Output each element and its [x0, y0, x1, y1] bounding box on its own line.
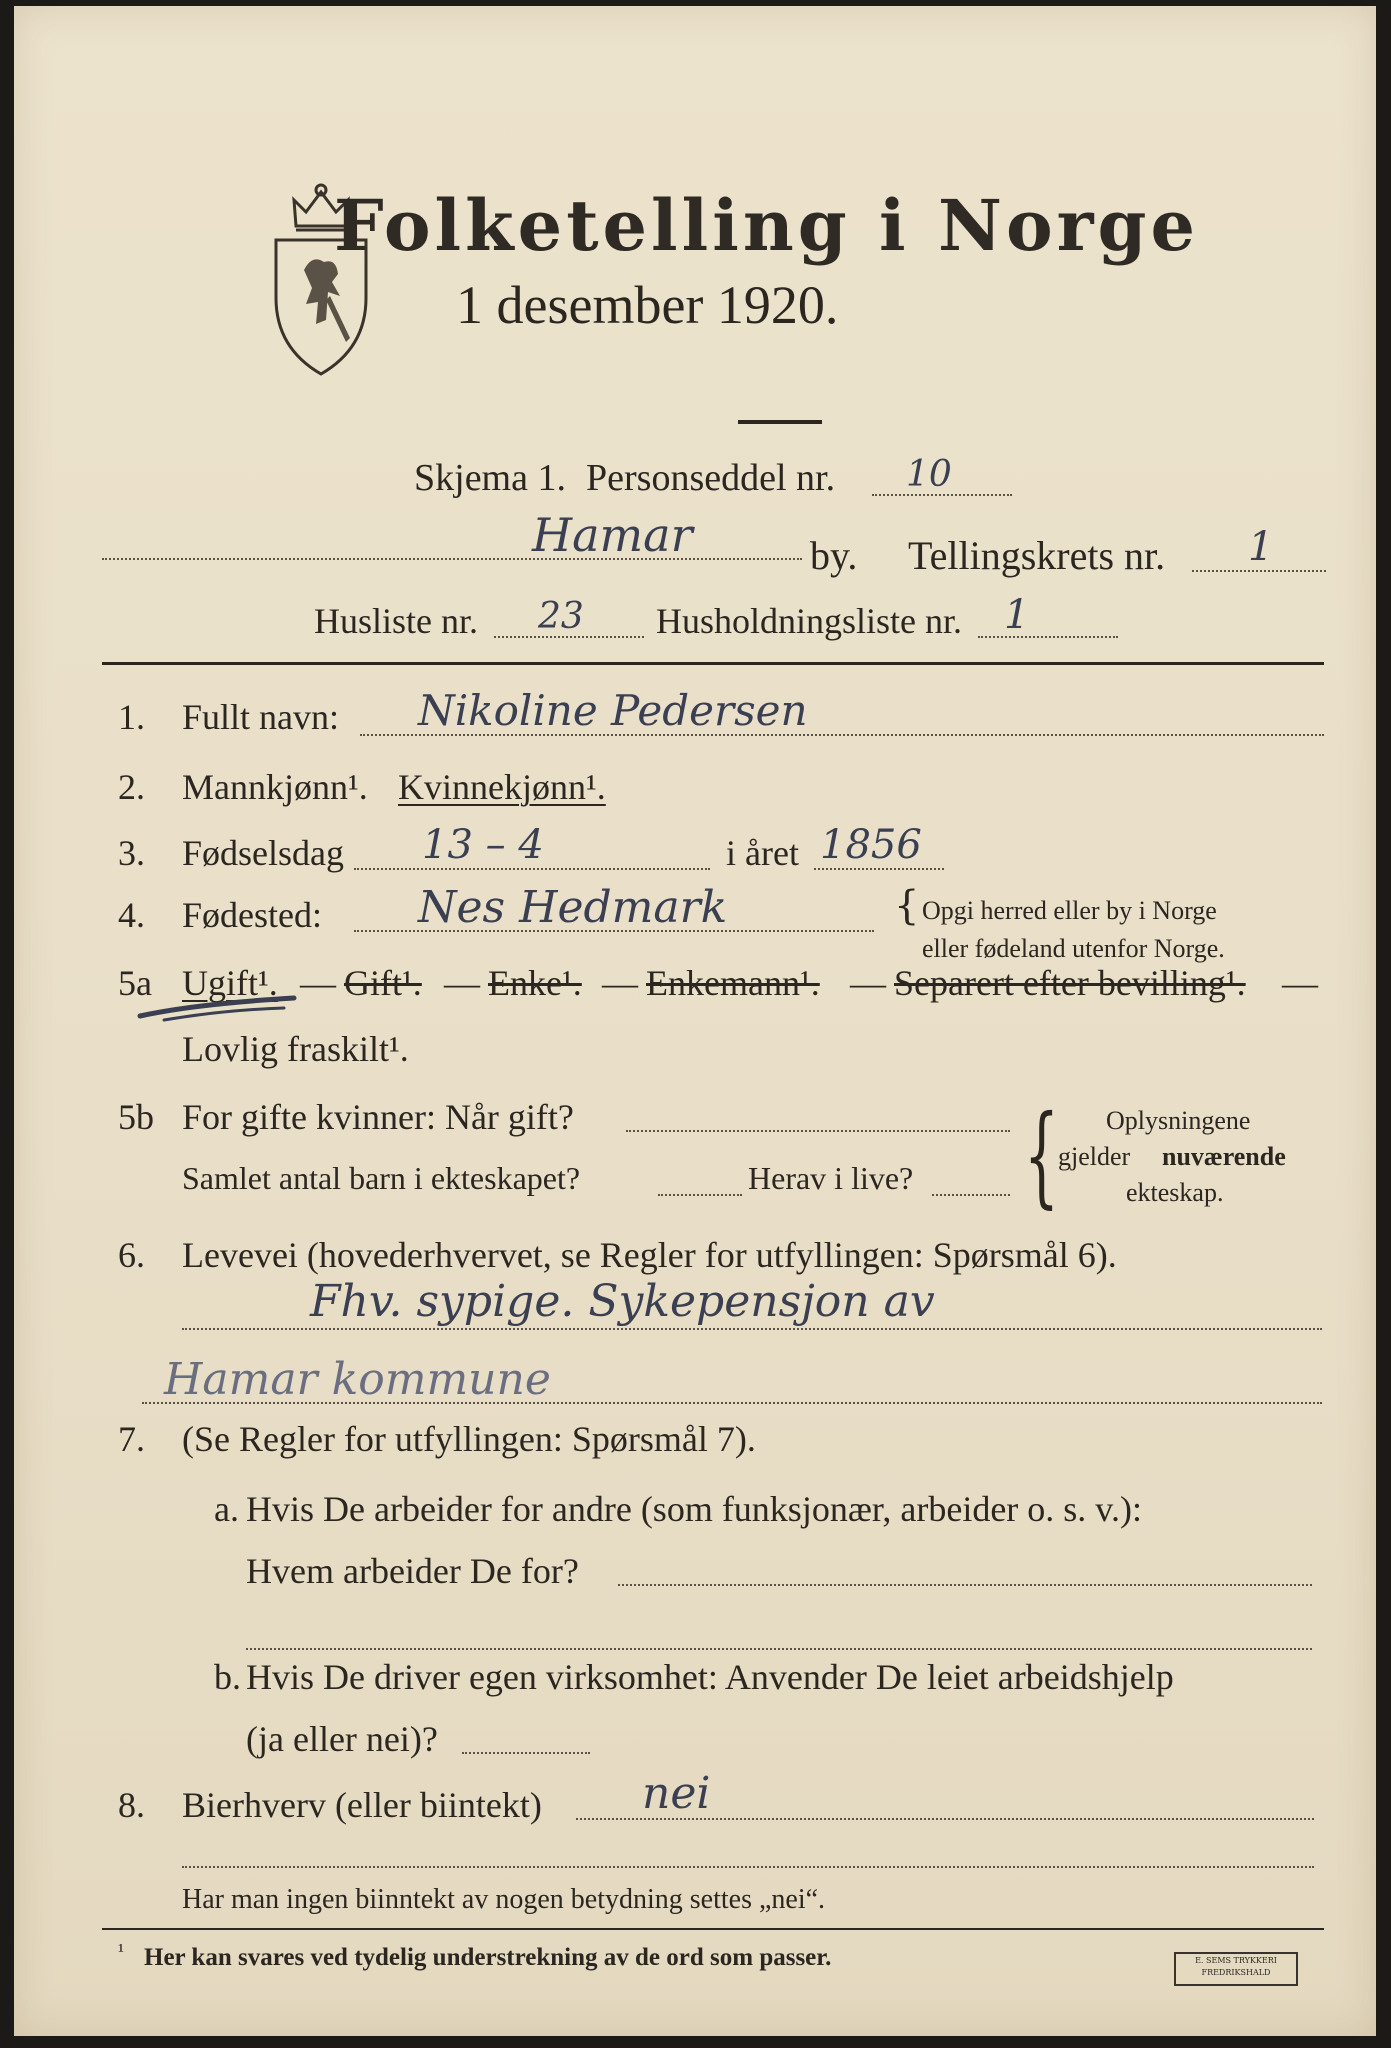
q4-brace: { — [894, 883, 920, 929]
q3-year-value: 1856 — [820, 822, 922, 868]
q1-label: Fullt navn: — [182, 697, 340, 737]
q4-label: Fødested: — [182, 895, 322, 935]
skjema-label: Skjema 1. — [414, 457, 566, 499]
husholdning-line — [978, 636, 1118, 638]
by-label: by. — [810, 533, 858, 578]
footnote-divider — [102, 1928, 1324, 1930]
q5b-note-3: ekteskap. — [1126, 1178, 1224, 1207]
q6-number: 6. — [118, 1235, 145, 1275]
q3-line — [354, 868, 710, 870]
q5b-label: For gifte kvinner: Når gift? — [182, 1097, 574, 1137]
ugift-pen-mark — [134, 990, 304, 1026]
header-divider — [102, 662, 1324, 665]
q4-value: Nes Hedmark — [418, 882, 728, 933]
q5b-barn-line — [658, 1194, 742, 1196]
q6-line-1 — [182, 1328, 1322, 1330]
tellingskrets-line — [1192, 570, 1326, 572]
q5a-dash-5: — — [1282, 963, 1318, 1003]
q7b-label: Hvis De driver egen virksomhet: Anvender De leiet arbeidshjelp — [246, 1657, 1174, 1697]
q5b-note-1: Oplysningene — [1106, 1106, 1251, 1135]
q5a-enke: Enke¹. — [488, 963, 582, 1003]
q5b-number: 5b — [118, 1097, 154, 1137]
footnote-text: Her kan svares ved tydelig understrekning av de ord som passer. — [144, 1944, 832, 1971]
husliste-value: 23 — [538, 596, 584, 637]
census-form-page — [14, 6, 1376, 2036]
footnote-mark: ¹ — [118, 1940, 124, 1962]
q5b-note-2a: gjelder — [1058, 1142, 1131, 1171]
printer-stamp — [1174, 1952, 1298, 1986]
q5b-brace: { — [1024, 1091, 1059, 1219]
husholdning-label: Husholdningsliste nr. — [656, 601, 963, 641]
q5a-fraskilt: Lovlig fraskilt¹. — [182, 1029, 409, 1069]
q3-label: Fødselsdag — [182, 833, 344, 873]
q6-value-1: Fhv. sypige. Sykepensjon av — [310, 1276, 935, 1327]
q5a-ugift: Ugift¹. — [182, 963, 278, 1003]
q8-line-2 — [182, 1866, 1314, 1868]
q2-female: Kvinnekjønn¹. — [398, 767, 606, 807]
printer-line-2: FREDRIKSHALD — [1201, 1968, 1271, 1977]
q5a-dash-3: — — [602, 963, 638, 1003]
q5a-gift: Gift¹. — [344, 963, 422, 1003]
q5b-gift-line — [626, 1130, 1010, 1132]
q7a-line-2 — [246, 1648, 1312, 1650]
q7a-number: a. — [214, 1489, 239, 1529]
q7a-label: Hvis De arbeider for andre (som funksjonær, arbeider o. s. v.): — [246, 1489, 1142, 1529]
tellingskrets-label: Tellingskrets nr. — [908, 533, 1166, 578]
q6-label: Levevei (hovederhvervet, se Regler for utfyllingen: Spørsmål 6). — [182, 1235, 1117, 1275]
q3-year-line — [814, 868, 944, 870]
husliste-label: Husliste nr. — [314, 601, 479, 641]
q4-number: 4. — [118, 895, 145, 935]
q7b-number: b. — [214, 1657, 241, 1697]
q7-number: 7. — [118, 1419, 145, 1459]
q5a-enkemann: Enkemann¹. — [646, 963, 820, 1003]
q4-note-1: Opgi herred eller by i Norge — [922, 896, 1217, 925]
personseddel-label: Personseddel nr. — [586, 457, 836, 499]
q8-label: Bierhverv (eller biintekt) — [182, 1785, 542, 1825]
q5b-note-2b: nuværende — [1162, 1142, 1286, 1171]
q5a-separert: Separert efter bevilling¹. — [894, 963, 1246, 1003]
nei-note: Har man ingen biinntekt av nogen betydning settes „nei“. — [182, 1884, 826, 1915]
q4-note-2: eller fødeland utenfor Norge. — [922, 934, 1225, 963]
q2-number: 2. — [118, 767, 145, 807]
q3-number: 3. — [118, 833, 145, 873]
personseddel-value: 10 — [906, 454, 952, 495]
q1-value: Nikoline Pedersen — [418, 686, 808, 735]
q5b-live-label: Herav i live? — [748, 1160, 914, 1196]
title-divider — [738, 420, 822, 424]
q1-number: 1. — [118, 697, 145, 737]
q7-label: (Se Regler for utfyllingen: Spørsmål 7). — [182, 1419, 756, 1459]
q3-value: 13 – 4 — [422, 822, 544, 868]
tellingskrets-value: 1 — [1248, 524, 1274, 570]
q7a-line-1 — [618, 1584, 1312, 1586]
q5b-live-line — [932, 1194, 1010, 1196]
husholdning-value: 1 — [1004, 592, 1030, 638]
q5a-number: 5a — [118, 963, 152, 1003]
q5a-dash-4: — — [850, 963, 886, 1003]
q7b-line — [462, 1752, 590, 1754]
q8-number: 8. — [118, 1785, 145, 1825]
q5b-barn-label: Samlet antal barn i ekteskapet? — [182, 1160, 581, 1196]
q5a-dash-1: — — [300, 963, 336, 1003]
q2-male: Mannkjønn¹. — [182, 767, 368, 807]
q6-value-2: Hamar kommune — [164, 1354, 551, 1405]
q3-year-label: i året — [726, 833, 799, 873]
census-date: 1 desember 1920. — [456, 275, 839, 335]
by-value: Hamar — [532, 508, 693, 562]
form-title: Folketelling i Norge — [334, 184, 1200, 267]
q7b-label-2: (ja eller nei)? — [246, 1719, 438, 1759]
q8-value: nei — [642, 1768, 711, 1819]
q7a-label-2: Hvem arbeider De for? — [246, 1551, 579, 1591]
by-line — [102, 558, 802, 560]
printer-line-1: E. SEMS TRYKKERI — [1195, 1956, 1277, 1965]
q5a-dash-2: — — [444, 963, 480, 1003]
